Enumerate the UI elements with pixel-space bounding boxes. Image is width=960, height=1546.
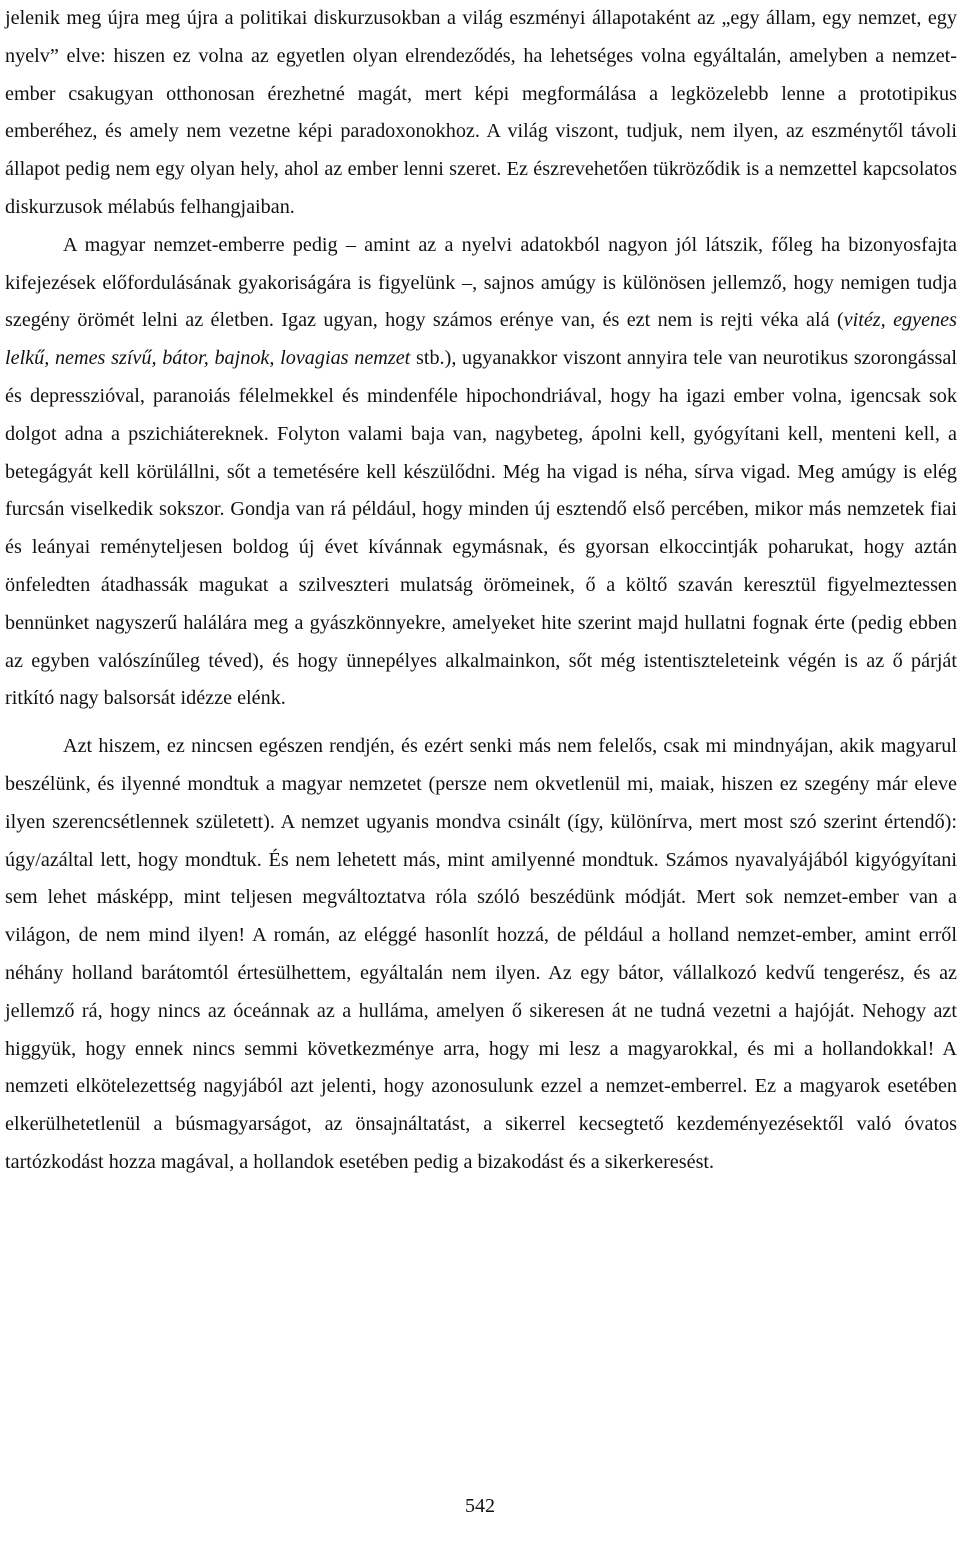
paragraph-2-text-a: A magyar nemzet-emberre pedig – amint az a nyelvi adatokból nagyon jól látszik, főleg ha bizonyosfajta kifejezések előfordulásának gyakoriságára is figyelünk –, sajnos amúgy is különösen jellemző, hogy nemigen tudja szegény örömét lelni az életben. Igaz ugyan, hogy számos erénye van, és ezt nem is rejti véka alá (	[5, 233, 957, 332]
paragraph-3-text: Azt hiszem, ez nincsen egészen rendjén, és ezért senki más nem felelős, csak mi mindnyájan, akik magyarul beszélünk, és ilyenné mondtuk a magyar nemzetet (persze nem okvetlenül mi, maiak, hiszen ez szegény már eleve ilyen szerencsétlennek született). A nemzet ugyanis mondva csinált (így, különírva, mert most szó szerint értendő): úgy/azáltal lett, hogy mondtuk. És nem lehetett más, mint amilyenné mondtuk. Számos nyavalyájából kigyógyítani sem lehet másképp, mint teljesen megváltoztatva róla szóló beszédünk módját. Mert sok nemzet-ember van a világon, de nem mind ilyen! A román, az eléggé hasonlít hozzá, de például a holland nemzet-ember, amint erről néhány holland barátomtól értesülhettem, egyáltalán nem ilyen. Az egy bátor, vállalkozó kedvű tengerész, és az jellemző rá, hogy nincs az óceánnak az a hulláma, amelyen ő sikeresen át ne tudná vezetni a hajóját. Nehogy azt higgyük, hogy ennek nincs semmi következménye arra, hogy mi lesz a magyarokkal, és mi a hollandokkal! A nemzeti elkötelezettség nagyjából azt jelenti, hogy azonosulunk ezzel a nemzet-emberrel. Ez a magyarok esetében elkerülhetetlenül a búsmagyarságot, az önsajnáltatást, a sikerrel kecsegtető kezdeményezésektől való óvatos tartózkodást hozza magával, a hollandok esetében pedig a bizakodást és a sikerkeresést.	[5, 735, 957, 1173]
paragraph-3	[5, 728, 957, 1182]
paragraph-2-text-b: stb.), ugyanakkor viszont annyira tele van neurotikus szorongással és depresszióval, paranoiás félelmekkel és mindenféle hipochondriával, hogy ha igazi ember volna, igencsak sok dolgot adna a pszichiátereknek. Folyton valami baja van, nagybeteg, ápolni kell, gyógyítani kell, menteni kell, a betegágyát kell körülállni, sőt a temetésére kell készülődni. Még ha vigad is néha, sírva vigad. Meg amúgy is elég furcsán viselkedik sokszor. Gondja van rá például, hogy minden új esztendő első percében, mikor más nemzetek fiai és leányai reményteljesen boldog új évet kívánnak egymásnak, és gyorsan elkoccintják poharukat, hogy aztán önfeledten átadhassák magukat a szilveszteri mulatság örömeinek, ő a költő szaván keresztül figyelmeztessen bennünket nagyszerű halálára meg a gyászkönnyekre, amelyeket hite szerint majd hullatni fognak érte (pedig ebben az egyben valószínűleg téved), és hogy ünnepélyes alkalmainkon, sőt még istentiszteleteink végén is az ő párját ritkító nagy balsorsát idézze elénk.	[5, 347, 957, 710]
document-page	[5, 0, 957, 1182]
paragraph-1	[5, 0, 957, 227]
paragraph-2	[5, 227, 957, 718]
page-number: 542	[465, 1495, 495, 1517]
paragraph-1-text: jelenik meg újra meg újra a politikai diskurzusokban a világ eszményi állapotaként az „egy állam, egy nemzet, egy nyelv” elve: hiszen ez volna az egyetlen olyan elrendeződés, ha lehetséges volna egyáltalán, amelyben a nemzet-ember csakugyan otthonosan érezhetné magát, mert képi megformálása a legközelebb lenne a prototipikus emberéhez, és amely nem vezetne képi paradoxonokhoz. A világ viszont, tudjuk, nem ilyen, az eszménytől távoli állapot pedig nem egy olyan hely, ahol az ember lenni szeret. Ez észrevehetően tükröződik is a nemzettel kapcsolatos diskurzusok mélabús felhangjaiban.	[5, 7, 957, 218]
paragraph-2-italic-list: vitéz, egyenes lelkű, nemes szívű, bátor, bajnok, lovagias nemzet	[5, 309, 957, 370]
